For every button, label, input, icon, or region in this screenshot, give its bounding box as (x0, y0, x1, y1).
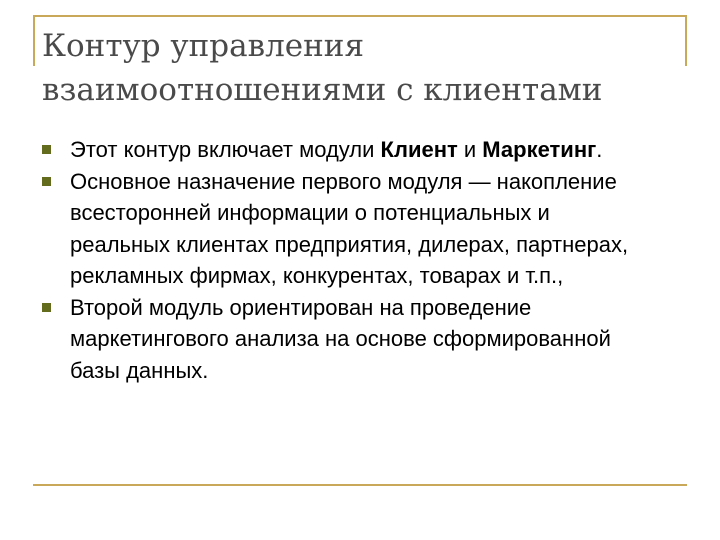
bullet-text-part: . (596, 137, 603, 162)
bullet-item-first-module (42, 166, 652, 292)
square-bullet-icon (42, 303, 51, 312)
bullet-text-part: и (457, 137, 483, 162)
left-rule (33, 15, 35, 66)
bullet-text: Основное назначение первого модуля — накопление всесторонней информации о потенциальных и реальных клиентах предприятия, дилерах, партнерах, рекламных фирмах, конкурентах, товарах и т.п., (70, 168, 629, 288)
square-bullet-icon (42, 145, 51, 154)
module-name-marketing: Маркетинг (482, 137, 597, 162)
bullet-list (42, 134, 652, 386)
bullet-text-part: Этот контур включает модули (70, 137, 381, 162)
bullet-item-second-module (42, 292, 652, 387)
slide-title (42, 24, 682, 112)
bottom-rule (33, 484, 687, 486)
top-rule (33, 15, 687, 17)
title-line-2: взаимоотношениями с клиентами (42, 72, 603, 108)
bullet-text: Второй модуль ориентирован на проведение маркетингового анализа на основе сформированной базы данных. (70, 294, 611, 383)
title-line-1: Контур управления (42, 28, 365, 64)
right-rule (685, 15, 687, 66)
square-bullet-icon (42, 177, 51, 186)
bullet-item-modules (42, 134, 652, 166)
module-name-client: Клиент (380, 137, 458, 162)
